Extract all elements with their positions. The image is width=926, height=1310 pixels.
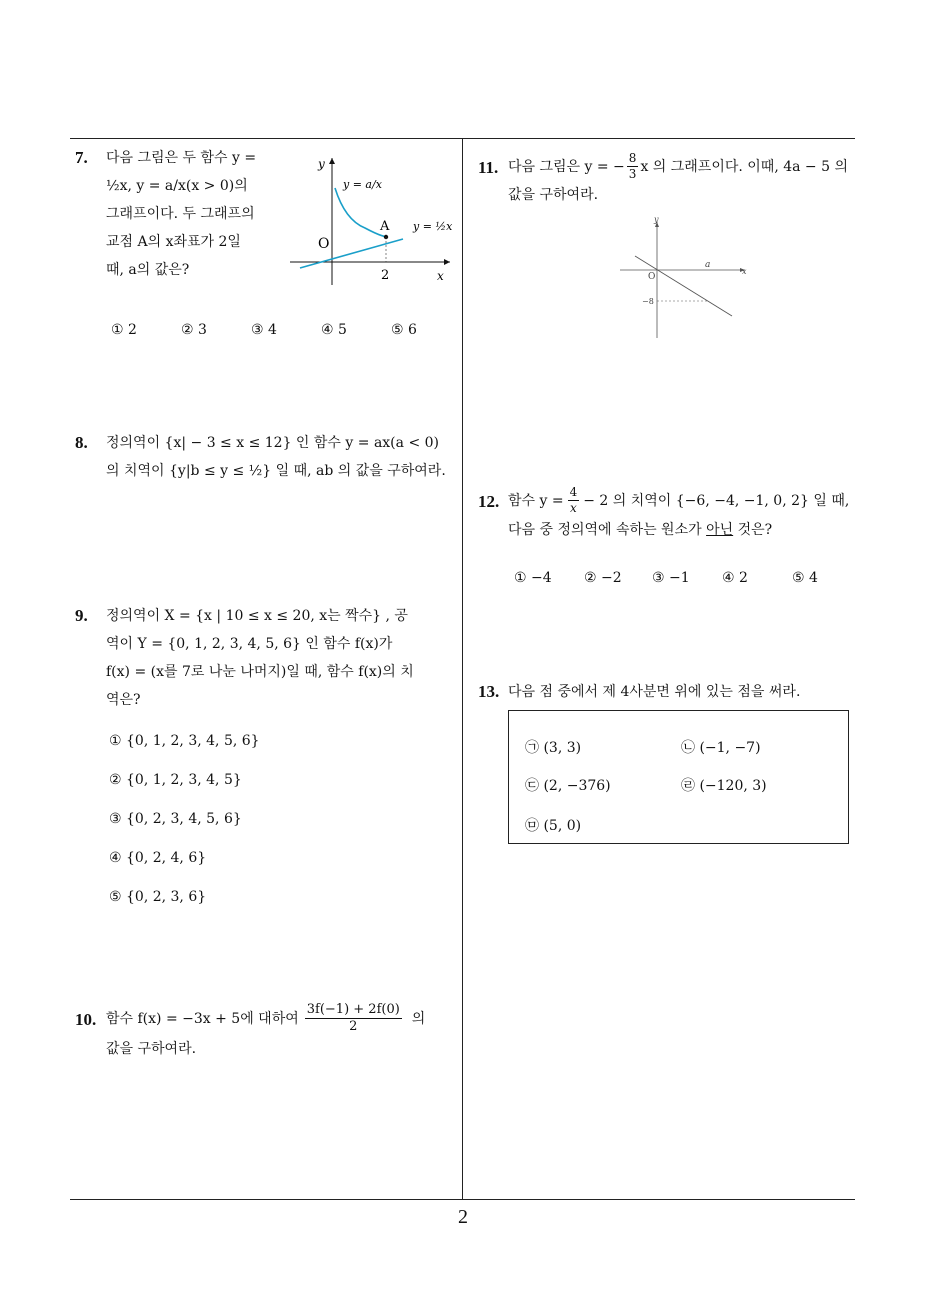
q7-line5: 때, a의 값은? bbox=[106, 262, 190, 278]
q9-option-2[interactable]: ② {0, 1, 2, 3, 4, 5} bbox=[109, 772, 242, 788]
q12-text bbox=[508, 482, 863, 542]
q7-x-axis-label: x bbox=[437, 269, 444, 283]
q7-point-label: A bbox=[380, 219, 390, 234]
q7-tick-2: 2 bbox=[381, 268, 390, 283]
q12-option-2[interactable]: ② −2 bbox=[584, 570, 622, 586]
q12-options bbox=[514, 570, 832, 586]
q9-line3: f(x) = (x를 7로 나눈 나머지)일 때, 함수 f(x)의 치 bbox=[106, 664, 414, 680]
q9-option-4[interactable]: ④ {0, 2, 4, 6} bbox=[109, 850, 207, 866]
q7-line-graph bbox=[300, 239, 403, 268]
q9-option-5[interactable]: ⑤ {0, 2, 3, 6} bbox=[109, 889, 207, 905]
q13-item-1[interactable] bbox=[525, 737, 581, 757]
q11-y-axis-label: y bbox=[654, 215, 659, 224]
q12-frac-num: 4 bbox=[569, 484, 578, 499]
q9-line4: 역은? bbox=[106, 692, 141, 708]
q12-line2-b: 것은? bbox=[737, 522, 773, 538]
q13-item-2-mark: ㉡ bbox=[681, 740, 695, 756]
q10-number: 10. bbox=[75, 1010, 97, 1029]
q7-origin-label: O bbox=[318, 236, 330, 252]
q8-line2: 의 치역이 {y|b ≤ y ≤ ½} 일 때, ab 의 값을 구하여라. bbox=[106, 463, 446, 479]
q13-item-1-value: (3, 3) bbox=[543, 740, 582, 756]
q7-option-4[interactable]: ④ 5 bbox=[321, 322, 347, 338]
q11-a-label: a bbox=[705, 260, 711, 270]
q13-item-2[interactable] bbox=[681, 737, 761, 757]
q7-line3: 그래프이다. 두 그래프의 bbox=[106, 206, 255, 222]
q8-text bbox=[106, 429, 461, 485]
q12-line2-underlined: 아닌 bbox=[706, 522, 734, 538]
q11-frac-num: 8 bbox=[628, 150, 637, 165]
q11-x-axis-label: x bbox=[742, 267, 747, 276]
q7-y-axis-label: y bbox=[318, 157, 325, 171]
q9-text bbox=[106, 602, 461, 714]
q9-options bbox=[109, 733, 260, 928]
q7-option-2[interactable]: ② 3 bbox=[181, 322, 207, 338]
q7-line2: ½x, y = a/x(x > 0)의 bbox=[106, 178, 248, 194]
q13-item-5[interactable] bbox=[525, 815, 581, 835]
q13-item-5-value: (5, 0) bbox=[543, 818, 582, 834]
q12-fraction bbox=[568, 485, 580, 516]
q13-item-2-value: (−1, −7) bbox=[699, 740, 761, 756]
q9-number: 9. bbox=[75, 606, 88, 625]
q7-option-1[interactable]: ① 2 bbox=[111, 322, 137, 338]
q13-item-5-mark: ㉤ bbox=[525, 818, 539, 834]
q12-post: − 2 의 치역이 {−6, −4, −1, 0, 2} 일 때, bbox=[583, 493, 850, 509]
q12-option-4[interactable]: ④ 2 bbox=[722, 570, 748, 586]
q11-frac-den: 3 bbox=[628, 166, 637, 181]
q13-text: 다음 점 중에서 제 4사분면 위에 있는 점을 써라. bbox=[508, 684, 801, 700]
q7-line4: 교점 A의 x좌표가 2일 bbox=[106, 234, 241, 250]
q11-text bbox=[508, 148, 858, 206]
q11-line2: 값을 구하여라. bbox=[508, 187, 599, 203]
q11-pre: 다음 그림은 y = − bbox=[508, 159, 625, 175]
q12-frac-den: x bbox=[570, 500, 577, 515]
page-number: 2 bbox=[458, 1206, 468, 1228]
q12-number: 12. bbox=[478, 492, 500, 511]
q12-option-3[interactable]: ③ −1 bbox=[652, 570, 690, 586]
q13-item-3-value: (2, −376) bbox=[543, 778, 611, 794]
q10-frac-den: 2 bbox=[349, 1018, 358, 1034]
q7-curve-label: y = a/x bbox=[343, 178, 382, 191]
q8-line1: 정의역이 {x| − 3 ≤ x ≤ 12} 인 함수 y = ax(a < 0) bbox=[106, 435, 439, 451]
q11-post: x 의 그래프이다. 이때, 4a − 5 의 bbox=[640, 159, 848, 175]
q13-item-4[interactable] bbox=[681, 775, 767, 795]
q7-option-5[interactable]: ⑤ 6 bbox=[391, 322, 417, 338]
column-divider bbox=[462, 138, 463, 1200]
q12-option-5[interactable]: ⑤ 4 bbox=[792, 570, 818, 586]
q7-options bbox=[111, 322, 441, 338]
q11-fraction bbox=[627, 151, 639, 182]
q9-line1: 정의역이 X = {x | 10 ≤ x ≤ 20, x는 짝수} , 공 bbox=[106, 608, 408, 624]
q10-post: 의 bbox=[411, 1011, 426, 1027]
q13-number: 13. bbox=[478, 682, 500, 701]
q7-line1: 다음 그림은 두 함수 y = bbox=[106, 150, 257, 166]
q11-origin-label: O bbox=[648, 272, 656, 282]
q11-line-graph bbox=[635, 256, 732, 316]
q8-number: 8. bbox=[75, 433, 88, 452]
q9-line2: 역이 Y = {0, 1, 2, 3, 4, 5, 6} 인 함수 f(x)가 bbox=[106, 636, 393, 652]
q9-option-1[interactable]: ① {0, 1, 2, 3, 4, 5, 6} bbox=[109, 733, 260, 749]
q12-line2-a: 다음 중 정의역에 속하는 원소가 bbox=[508, 522, 702, 538]
q10-fraction bbox=[305, 1002, 402, 1035]
q13-item-3[interactable] bbox=[525, 775, 611, 795]
q11-y-value-label: −8 bbox=[642, 297, 654, 306]
q10-pre: 함수 f(x) = −3x + 5에 대하여 bbox=[106, 1011, 299, 1027]
q13-item-1-mark: ㉠ bbox=[525, 740, 539, 756]
q7-number: 7. bbox=[75, 148, 88, 167]
q9-option-3[interactable]: ③ {0, 2, 3, 4, 5, 6} bbox=[109, 811, 242, 827]
q7-option-3[interactable]: ③ 4 bbox=[251, 322, 277, 338]
q10-line2: 값을 구하여라. bbox=[106, 1041, 197, 1057]
q7-line-label: y = ½x bbox=[413, 220, 453, 233]
q7-graph bbox=[285, 150, 460, 290]
q10-frac-num: 3f(−1) + 2f(0) bbox=[306, 1001, 400, 1017]
q12-pre: 함수 y = bbox=[508, 493, 564, 509]
q11-number: 11. bbox=[478, 158, 499, 177]
q13-item-4-value: (−120, 3) bbox=[699, 778, 767, 794]
q13-item-4-mark: ㉣ bbox=[681, 778, 695, 794]
q13-answer-box bbox=[508, 710, 849, 844]
q12-option-1[interactable]: ① −4 bbox=[514, 570, 552, 586]
q11-graph bbox=[615, 212, 755, 344]
q10-text bbox=[106, 1000, 461, 1062]
q7-text bbox=[106, 144, 296, 284]
q13-item-3-mark: ㉢ bbox=[525, 778, 539, 794]
